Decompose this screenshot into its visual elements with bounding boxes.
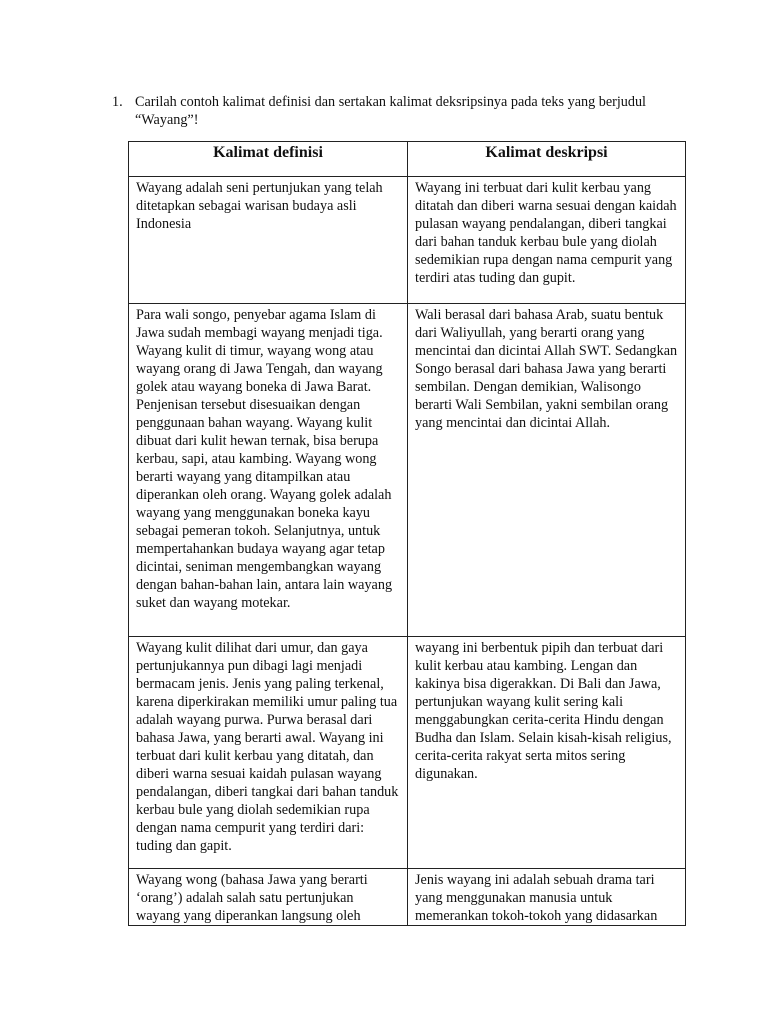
definisi-cell: Wayang adalah seni pertunjukan yang telah ditetapkan sebagai warisan budaya asli Indonesia xyxy=(129,177,408,304)
table-row xyxy=(129,869,686,926)
header-kalimat-deskripsi: Kalimat deskripsi xyxy=(408,142,686,177)
question-text: Carilah contoh kalimat definisi dan sertakan kalimat deksripsinya pada teks yang berjudul “Wayang”! xyxy=(135,94,646,128)
deskripsi-cell: Jenis wayang ini adalah sebuah drama tari yang menggunakan manusia untuk memerankan tokoh-tokoh yang didasarkan xyxy=(408,869,686,926)
table-row xyxy=(129,177,686,304)
table-header-row xyxy=(129,142,686,177)
definition-description-table xyxy=(128,141,686,926)
definisi-cell: Wayang kulit dilihat dari umur, dan gaya pertunjukannya pun dibagi lagi menjadi bermacam jenis. Jenis yang paling terkenal, karena diperkirakan memiliki umur paling tua adalah wayang purwa. Purwa berasal dari bahasa Jawa, yang berarti awal. Wayang ini terbuat dari kulit kerbau yang ditatah, dan diberi warna sesuai kaidah pulasan wayang pendalangan, diberi tangkai dari bahan tanduk kerbau bule yang diolah sedemikian rupa dengan nama cempurit yang terdiri dari: tuding dan gapit. xyxy=(129,637,408,869)
deskripsi-cell: Wali berasal dari bahasa Arab, suatu bentuk dari Waliyullah, yang berarti orang yang mencintai dan dicintai Allah SWT. Sedangkan Songo berasal dari bahasa Jawa yang berarti sembilan. Dengan demikian, Walisongo berarti Wali Sembilan, yakni sembilan orang yang mencintai dan dicintai Allah. xyxy=(408,304,686,637)
question-number: 1. xyxy=(112,94,123,110)
deskripsi-cell: wayang ini berbentuk pipih dan terbuat dari kulit kerbau atau kambing. Lengan dan kakinya bisa digerakkan. Di Bali dan Jawa, pertunjukan wayang kulit sering kali menggabungkan cerita-cerita Hindu dengan Budha dan Islam. Selain kisah-kisah religius, cerita-cerita rakyat serta mitos sering digunakan. xyxy=(408,637,686,869)
definisi-cell: Para wali songo, penyebar agama Islam di Jawa sudah membagi wayang menjadi tiga. Wayang kulit di timur, wayang wong atau wayang orang di Jawa Tengah, dan wayang golek atau wayang boneka di Jawa Barat. Penjenisan tersebut disesuaikan dengan penggunaan bahan wayang. Wayang kulit dibuat dari kulit hewan ternak, bisa berupa kerbau, sapi, atau kambing. Wayang wong berarti wayang yang ditampilkan atau diperankan oleh orang. Wayang golek adalah wayang yang menggunakan boneka kayu sebagai pemeran tokoh. Selanjutnya, untuk mempertahankan budaya wayang agar tetap dicintai, seniman mengembangkan wayang dengan bahan-bahan lain, antara lain wayang suket dan wayang motekar. xyxy=(129,304,408,637)
definisi-cell: Wayang wong (bahasa Jawa yang berarti ‘orang’) adalah salah satu pertunjukan wayang yang diperankan langsung oleh xyxy=(129,869,408,926)
table-row xyxy=(129,304,686,637)
deskripsi-cell: Wayang ini terbuat dari kulit kerbau yang ditatah dan diberi warna sesuai dengan kaidah pulasan wayang pendalangan, diberi tangkai dari bahan tanduk kerbau bule yang diolah sedemikian rupa dengan nama cempurit yang terdiri atas tuding dan gupit. xyxy=(408,177,686,304)
header-kalimat-definisi: Kalimat definisi xyxy=(129,142,408,177)
table-row xyxy=(129,637,686,869)
